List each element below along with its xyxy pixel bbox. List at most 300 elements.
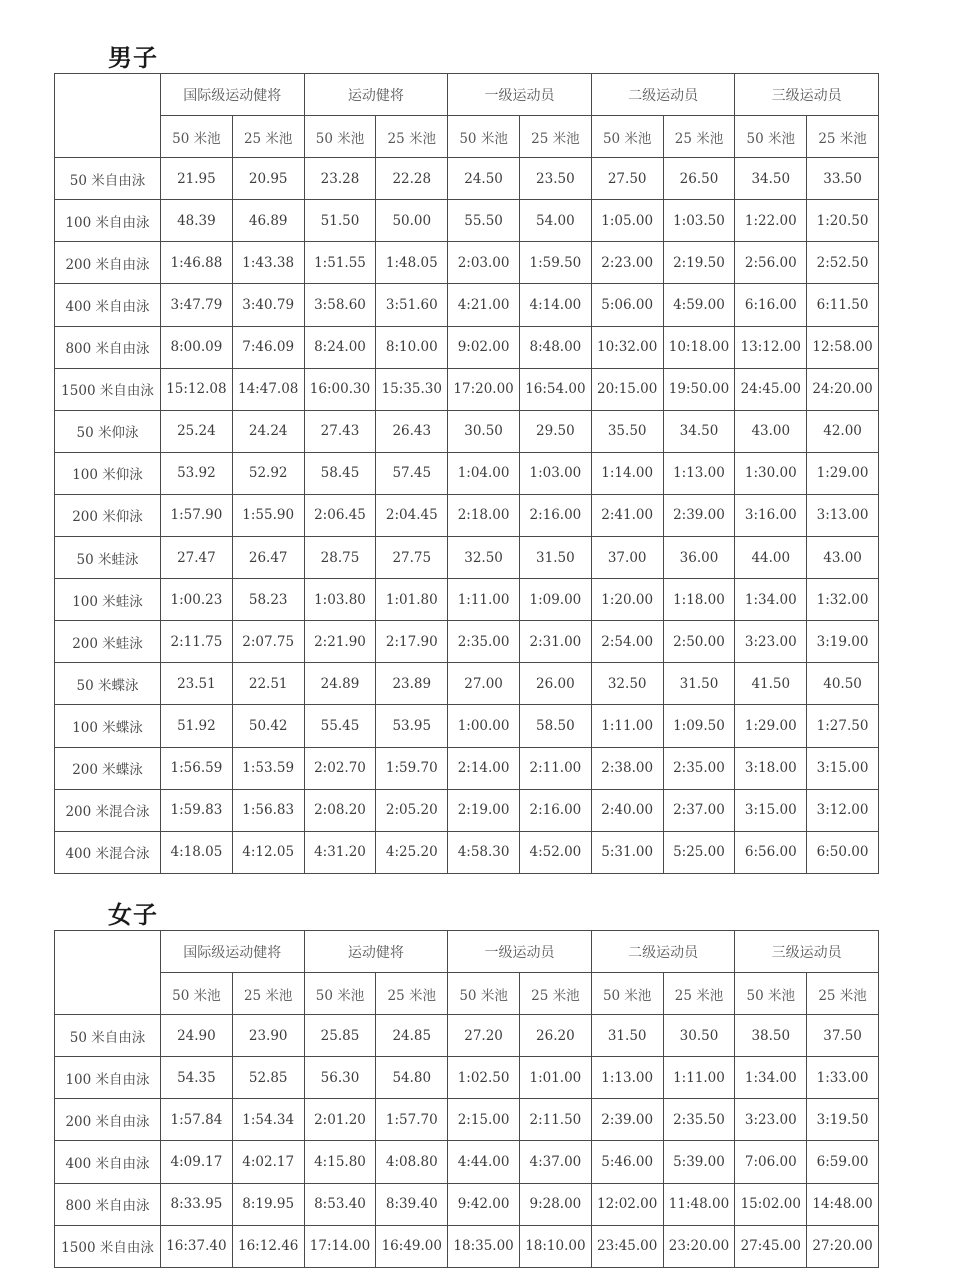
time-cell: 43.00 xyxy=(807,537,879,579)
time-cell: 6:59.00 xyxy=(807,1141,879,1183)
time-cell: 1:32.00 xyxy=(807,579,879,621)
time-cell: 55.45 xyxy=(304,705,376,747)
pool-50m-header: 50 米池 xyxy=(161,116,233,158)
event-label: 200 米蛙泳 xyxy=(55,621,161,663)
time-cell: 5:31.00 xyxy=(591,831,663,873)
time-cell: 1:04.00 xyxy=(448,452,520,494)
time-cell: 41.50 xyxy=(735,663,807,705)
time-cell: 19:50.00 xyxy=(663,368,735,410)
time-cell: 2:05.20 xyxy=(376,789,448,831)
time-cell: 15:35.30 xyxy=(376,368,448,410)
level-header: 二级运动员 xyxy=(591,74,735,116)
time-cell: 24.89 xyxy=(304,663,376,705)
pool-50m-header: 50 米池 xyxy=(735,116,807,158)
time-cell: 6:50.00 xyxy=(807,831,879,873)
time-cell: 46.89 xyxy=(232,200,304,242)
time-cell: 5:06.00 xyxy=(591,284,663,326)
time-cell: 4:09.17 xyxy=(161,1141,233,1183)
time-cell: 3:19.50 xyxy=(807,1099,879,1141)
event-label: 50 米仰泳 xyxy=(55,410,161,452)
time-cell: 1:29.00 xyxy=(807,452,879,494)
table-row xyxy=(55,1099,879,1141)
time-cell: 1:57.84 xyxy=(161,1099,233,1141)
time-cell: 24:20.00 xyxy=(807,368,879,410)
time-cell: 4:52.00 xyxy=(519,831,591,873)
pool-25m-header: 25 米池 xyxy=(232,116,304,158)
corner-cell xyxy=(55,74,161,158)
time-cell: 2:38.00 xyxy=(591,747,663,789)
time-cell: 2:02.70 xyxy=(304,747,376,789)
time-cell: 54.35 xyxy=(161,1057,233,1099)
time-cell: 5:39.00 xyxy=(663,1141,735,1183)
table-row xyxy=(55,537,879,579)
event-label: 200 米仰泳 xyxy=(55,494,161,536)
time-cell: 1:03.00 xyxy=(519,452,591,494)
time-cell: 23.89 xyxy=(376,663,448,705)
time-cell: 3:23.00 xyxy=(735,1099,807,1141)
time-cell: 14:48.00 xyxy=(807,1183,879,1225)
time-cell: 17:20.00 xyxy=(448,368,520,410)
time-cell: 9:02.00 xyxy=(448,326,520,368)
time-cell: 16:00.30 xyxy=(304,368,376,410)
time-cell: 1:56.83 xyxy=(232,789,304,831)
time-cell: 1:54.34 xyxy=(232,1099,304,1141)
event-label: 1500 米自由泳 xyxy=(55,1225,161,1267)
table-row xyxy=(55,663,879,705)
time-cell: 1:57.70 xyxy=(376,1099,448,1141)
time-cell: 50.42 xyxy=(232,705,304,747)
table-row xyxy=(55,326,879,368)
time-cell: 2:06.45 xyxy=(304,494,376,536)
time-cell: 6:16.00 xyxy=(735,284,807,326)
time-cell: 56.30 xyxy=(304,1057,376,1099)
time-cell: 1:51.55 xyxy=(304,242,376,284)
time-cell: 27.00 xyxy=(448,663,520,705)
time-cell: 8:39.40 xyxy=(376,1183,448,1225)
time-cell: 1:13.00 xyxy=(591,1057,663,1099)
time-cell: 1:59.83 xyxy=(161,789,233,831)
time-cell: 50.00 xyxy=(376,200,448,242)
time-cell: 9:42.00 xyxy=(448,1183,520,1225)
corner-cell xyxy=(55,931,161,1015)
event-label: 100 米仰泳 xyxy=(55,452,161,494)
time-cell: 55.50 xyxy=(448,200,520,242)
time-cell: 2:40.00 xyxy=(591,789,663,831)
time-cell: 6:11.50 xyxy=(807,284,879,326)
time-cell: 10:18.00 xyxy=(663,326,735,368)
time-cell: 1:00.00 xyxy=(448,705,520,747)
time-cell: 51.92 xyxy=(161,705,233,747)
time-cell: 2:04.45 xyxy=(376,494,448,536)
time-cell: 15:12.08 xyxy=(161,368,233,410)
time-cell: 1:56.59 xyxy=(161,747,233,789)
event-label: 200 米自由泳 xyxy=(55,1099,161,1141)
time-cell: 4:25.20 xyxy=(376,831,448,873)
time-cell: 24.24 xyxy=(232,410,304,452)
time-cell: 23.51 xyxy=(161,663,233,705)
time-cell: 26.20 xyxy=(519,1015,591,1057)
time-cell: 2:41.00 xyxy=(591,494,663,536)
time-cell: 2:16.00 xyxy=(519,789,591,831)
time-cell: 4:12.05 xyxy=(232,831,304,873)
time-cell: 3:58.60 xyxy=(304,284,376,326)
table-row xyxy=(55,789,879,831)
women-section-title: 女子 xyxy=(108,901,158,929)
time-cell: 1:20.50 xyxy=(807,200,879,242)
pool-25m-header: 25 米池 xyxy=(807,116,879,158)
time-cell: 7:06.00 xyxy=(735,1141,807,1183)
time-cell: 16:54.00 xyxy=(519,368,591,410)
time-cell: 20.95 xyxy=(232,158,304,200)
event-label: 800 米自由泳 xyxy=(55,1183,161,1225)
time-cell: 1:18.00 xyxy=(663,579,735,621)
time-cell: 8:33.95 xyxy=(161,1183,233,1225)
level-header: 二级运动员 xyxy=(591,931,735,973)
event-label: 100 米自由泳 xyxy=(55,1057,161,1099)
time-cell: 27:20.00 xyxy=(807,1225,879,1267)
time-cell: 1:59.70 xyxy=(376,747,448,789)
level-header: 国际级运动健将 xyxy=(161,74,305,116)
time-cell: 20:15.00 xyxy=(591,368,663,410)
time-cell: 1:34.00 xyxy=(735,1057,807,1099)
level-header: 三级运动员 xyxy=(735,931,879,973)
time-cell: 51.50 xyxy=(304,200,376,242)
time-cell: 3:18.00 xyxy=(735,747,807,789)
time-cell: 2:11.50 xyxy=(519,1099,591,1141)
table-row xyxy=(55,158,879,200)
time-cell: 1:09.00 xyxy=(519,579,591,621)
pool-header-row xyxy=(55,116,879,158)
level-header: 一级运动员 xyxy=(448,931,592,973)
time-cell: 1:20.00 xyxy=(591,579,663,621)
time-cell: 8:19.95 xyxy=(232,1183,304,1225)
pool-50m-header: 50 米池 xyxy=(448,973,520,1015)
time-cell: 16:37.40 xyxy=(161,1225,233,1267)
time-cell: 27.75 xyxy=(376,537,448,579)
time-cell: 3:13.00 xyxy=(807,494,879,536)
pool-25m-header: 25 米池 xyxy=(376,116,448,158)
time-cell: 57.45 xyxy=(376,452,448,494)
time-cell: 2:19.00 xyxy=(448,789,520,831)
time-cell: 21.95 xyxy=(161,158,233,200)
time-cell: 2:01.20 xyxy=(304,1099,376,1141)
time-cell: 36.00 xyxy=(663,537,735,579)
time-cell: 2:50.00 xyxy=(663,621,735,663)
time-cell: 37.00 xyxy=(591,537,663,579)
time-cell: 2:17.90 xyxy=(376,621,448,663)
men-section-title: 男子 xyxy=(108,44,158,72)
time-cell: 4:15.80 xyxy=(304,1141,376,1183)
time-cell: 8:10.00 xyxy=(376,326,448,368)
event-label: 200 米自由泳 xyxy=(55,242,161,284)
time-cell: 54.80 xyxy=(376,1057,448,1099)
pool-50m-header: 50 米池 xyxy=(591,116,663,158)
time-cell: 4:59.00 xyxy=(663,284,735,326)
table-row xyxy=(55,1183,879,1225)
time-cell: 4:02.17 xyxy=(232,1141,304,1183)
time-cell: 3:40.79 xyxy=(232,284,304,326)
time-cell: 1:01.00 xyxy=(519,1057,591,1099)
time-cell: 4:14.00 xyxy=(519,284,591,326)
time-cell: 34.50 xyxy=(735,158,807,200)
pool-25m-header: 25 米池 xyxy=(519,973,591,1015)
time-cell: 2:35.00 xyxy=(448,621,520,663)
time-cell: 3:19.00 xyxy=(807,621,879,663)
time-cell: 2:37.00 xyxy=(663,789,735,831)
table-row xyxy=(55,1057,879,1099)
time-cell: 26.00 xyxy=(519,663,591,705)
table-row xyxy=(55,1015,879,1057)
time-cell: 1:53.59 xyxy=(232,747,304,789)
time-cell: 2:11.75 xyxy=(161,621,233,663)
time-cell: 37.50 xyxy=(807,1015,879,1057)
time-cell: 52.85 xyxy=(232,1057,304,1099)
time-cell: 44.00 xyxy=(735,537,807,579)
time-cell: 3:51.60 xyxy=(376,284,448,326)
level-header: 国际级运动健将 xyxy=(161,931,305,973)
time-cell: 1:14.00 xyxy=(591,452,663,494)
time-cell: 2:39.00 xyxy=(663,494,735,536)
time-cell: 3:23.00 xyxy=(735,621,807,663)
event-label: 400 米自由泳 xyxy=(55,284,161,326)
time-cell: 1:33.00 xyxy=(807,1057,879,1099)
event-label: 200 米混合泳 xyxy=(55,789,161,831)
time-cell: 23.50 xyxy=(519,158,591,200)
level-header: 一级运动员 xyxy=(448,74,592,116)
time-cell: 1:22.00 xyxy=(735,200,807,242)
time-cell: 7:46.09 xyxy=(232,326,304,368)
time-cell: 1:02.50 xyxy=(448,1057,520,1099)
time-cell: 30.50 xyxy=(663,1015,735,1057)
time-cell: 15:02.00 xyxy=(735,1183,807,1225)
time-cell: 1:55.90 xyxy=(232,494,304,536)
level-header: 运动健将 xyxy=(304,74,448,116)
time-cell: 53.92 xyxy=(161,452,233,494)
time-cell: 18:10.00 xyxy=(519,1225,591,1267)
time-cell: 2:03.00 xyxy=(448,242,520,284)
time-cell: 24.85 xyxy=(376,1015,448,1057)
time-cell: 2:35.50 xyxy=(663,1099,735,1141)
time-cell: 8:00.09 xyxy=(161,326,233,368)
pool-50m-header: 50 米池 xyxy=(448,116,520,158)
time-cell: 4:08.80 xyxy=(376,1141,448,1183)
event-label: 100 米蛙泳 xyxy=(55,579,161,621)
time-cell: 2:23.00 xyxy=(591,242,663,284)
time-cell: 23.28 xyxy=(304,158,376,200)
time-cell: 6:56.00 xyxy=(735,831,807,873)
table-row xyxy=(55,831,879,873)
time-cell: 27.47 xyxy=(161,537,233,579)
table-row xyxy=(55,705,879,747)
time-cell: 2:16.00 xyxy=(519,494,591,536)
time-cell: 8:24.00 xyxy=(304,326,376,368)
time-cell: 58.50 xyxy=(519,705,591,747)
time-cell: 1:29.00 xyxy=(735,705,807,747)
time-cell: 1:13.00 xyxy=(663,452,735,494)
time-cell: 1:30.00 xyxy=(735,452,807,494)
time-cell: 1:01.80 xyxy=(376,579,448,621)
time-cell: 12:58.00 xyxy=(807,326,879,368)
time-cell: 1:03.50 xyxy=(663,200,735,242)
time-cell: 1:09.50 xyxy=(663,705,735,747)
time-cell: 22.28 xyxy=(376,158,448,200)
time-cell: 27.43 xyxy=(304,410,376,452)
table-row xyxy=(55,200,879,242)
event-label: 100 米蝶泳 xyxy=(55,705,161,747)
table-row xyxy=(55,368,879,410)
time-cell: 26.47 xyxy=(232,537,304,579)
event-label: 400 米混合泳 xyxy=(55,831,161,873)
time-cell: 4:31.20 xyxy=(304,831,376,873)
time-cell: 1:11.00 xyxy=(591,705,663,747)
time-cell: 2:54.00 xyxy=(591,621,663,663)
time-cell: 1:57.90 xyxy=(161,494,233,536)
time-cell: 43.00 xyxy=(735,410,807,452)
time-cell: 58.45 xyxy=(304,452,376,494)
table-row xyxy=(55,579,879,621)
time-cell: 17:14.00 xyxy=(304,1225,376,1267)
pool-25m-header: 25 米池 xyxy=(232,973,304,1015)
time-cell: 2:11.00 xyxy=(519,747,591,789)
time-cell: 14:47.08 xyxy=(232,368,304,410)
time-cell: 25.85 xyxy=(304,1015,376,1057)
table-row xyxy=(55,1225,879,1267)
time-cell: 24:45.00 xyxy=(735,368,807,410)
time-cell: 2:08.20 xyxy=(304,789,376,831)
time-cell: 2:18.00 xyxy=(448,494,520,536)
table-row xyxy=(55,284,879,326)
time-cell: 2:52.50 xyxy=(807,242,879,284)
time-cell: 1:05.00 xyxy=(591,200,663,242)
time-cell: 4:58.30 xyxy=(448,831,520,873)
time-cell: 3:15.00 xyxy=(735,789,807,831)
event-label: 50 米自由泳 xyxy=(55,1015,161,1057)
time-cell: 28.75 xyxy=(304,537,376,579)
event-label: 100 米自由泳 xyxy=(55,200,161,242)
time-cell: 34.50 xyxy=(663,410,735,452)
time-cell: 3:12.00 xyxy=(807,789,879,831)
time-cell: 27.20 xyxy=(448,1015,520,1057)
time-cell: 10:32.00 xyxy=(591,326,663,368)
time-cell: 2:35.00 xyxy=(663,747,735,789)
time-cell: 26.43 xyxy=(376,410,448,452)
pool-25m-header: 25 米池 xyxy=(663,116,735,158)
event-label: 200 米蝶泳 xyxy=(55,747,161,789)
time-cell: 16:49.00 xyxy=(376,1225,448,1267)
time-cell: 27:45.00 xyxy=(735,1225,807,1267)
time-cell: 2:56.00 xyxy=(735,242,807,284)
time-cell: 2:07.75 xyxy=(232,621,304,663)
time-cell: 22.51 xyxy=(232,663,304,705)
time-cell: 33.50 xyxy=(807,158,879,200)
time-cell: 1:11.00 xyxy=(663,1057,735,1099)
time-cell: 23.90 xyxy=(232,1015,304,1057)
time-cell: 13:12.00 xyxy=(735,326,807,368)
time-cell: 2:19.50 xyxy=(663,242,735,284)
time-cell: 31.50 xyxy=(519,537,591,579)
event-label: 50 米蝶泳 xyxy=(55,663,161,705)
time-cell: 48.39 xyxy=(161,200,233,242)
level-header-row xyxy=(55,931,879,973)
time-cell: 23:45.00 xyxy=(591,1225,663,1267)
time-cell: 1:34.00 xyxy=(735,579,807,621)
time-cell: 12:02.00 xyxy=(591,1183,663,1225)
level-header: 运动健将 xyxy=(304,931,448,973)
table-row xyxy=(55,747,879,789)
event-label: 50 米自由泳 xyxy=(55,158,161,200)
event-label: 50 米蛙泳 xyxy=(55,537,161,579)
time-cell: 11:48.00 xyxy=(663,1183,735,1225)
time-cell: 31.50 xyxy=(663,663,735,705)
event-label: 800 米自由泳 xyxy=(55,326,161,368)
time-cell: 4:37.00 xyxy=(519,1141,591,1183)
event-label: 1500 米自由泳 xyxy=(55,368,161,410)
event-label: 400 米自由泳 xyxy=(55,1141,161,1183)
time-cell: 1:00.23 xyxy=(161,579,233,621)
time-cell: 58.23 xyxy=(232,579,304,621)
pool-25m-header: 25 米池 xyxy=(376,973,448,1015)
pool-25m-header: 25 米池 xyxy=(519,116,591,158)
time-cell: 35.50 xyxy=(591,410,663,452)
time-cell: 1:43.38 xyxy=(232,242,304,284)
time-cell: 23:20.00 xyxy=(663,1225,735,1267)
time-cell: 32.50 xyxy=(591,663,663,705)
time-cell: 4:21.00 xyxy=(448,284,520,326)
table-row xyxy=(55,621,879,663)
women-standards-table xyxy=(54,930,879,1268)
time-cell: 1:48.05 xyxy=(376,242,448,284)
pool-25m-header: 25 米池 xyxy=(807,973,879,1015)
time-cell: 5:25.00 xyxy=(663,831,735,873)
time-cell: 54.00 xyxy=(519,200,591,242)
time-cell: 8:53.40 xyxy=(304,1183,376,1225)
time-cell: 5:46.00 xyxy=(591,1141,663,1183)
table-row xyxy=(55,1141,879,1183)
time-cell: 27.50 xyxy=(591,158,663,200)
time-cell: 2:14.00 xyxy=(448,747,520,789)
time-cell: 16:12.46 xyxy=(232,1225,304,1267)
pool-50m-header: 50 米池 xyxy=(161,973,233,1015)
time-cell: 1:59.50 xyxy=(519,242,591,284)
time-cell: 52.92 xyxy=(232,452,304,494)
time-cell: 53.95 xyxy=(376,705,448,747)
pool-50m-header: 50 米池 xyxy=(304,116,376,158)
level-header-row xyxy=(55,74,879,116)
men-standards-table xyxy=(54,73,879,874)
pool-50m-header: 50 米池 xyxy=(304,973,376,1015)
time-cell: 1:46.88 xyxy=(161,242,233,284)
time-cell: 29.50 xyxy=(519,410,591,452)
pool-header-row xyxy=(55,973,879,1015)
pool-50m-header: 50 米池 xyxy=(735,973,807,1015)
time-cell: 42.00 xyxy=(807,410,879,452)
time-cell: 3:47.79 xyxy=(161,284,233,326)
time-cell: 24.50 xyxy=(448,158,520,200)
time-cell: 40.50 xyxy=(807,663,879,705)
time-cell: 38.50 xyxy=(735,1015,807,1057)
time-cell: 1:11.00 xyxy=(448,579,520,621)
time-cell: 30.50 xyxy=(448,410,520,452)
time-cell: 1:03.80 xyxy=(304,579,376,621)
time-cell: 4:18.05 xyxy=(161,831,233,873)
time-cell: 3:15.00 xyxy=(807,747,879,789)
time-cell: 2:15.00 xyxy=(448,1099,520,1141)
time-cell: 8:48.00 xyxy=(519,326,591,368)
level-header: 三级运动员 xyxy=(735,74,879,116)
table-row xyxy=(55,452,879,494)
time-cell: 31.50 xyxy=(591,1015,663,1057)
table-row xyxy=(55,410,879,452)
